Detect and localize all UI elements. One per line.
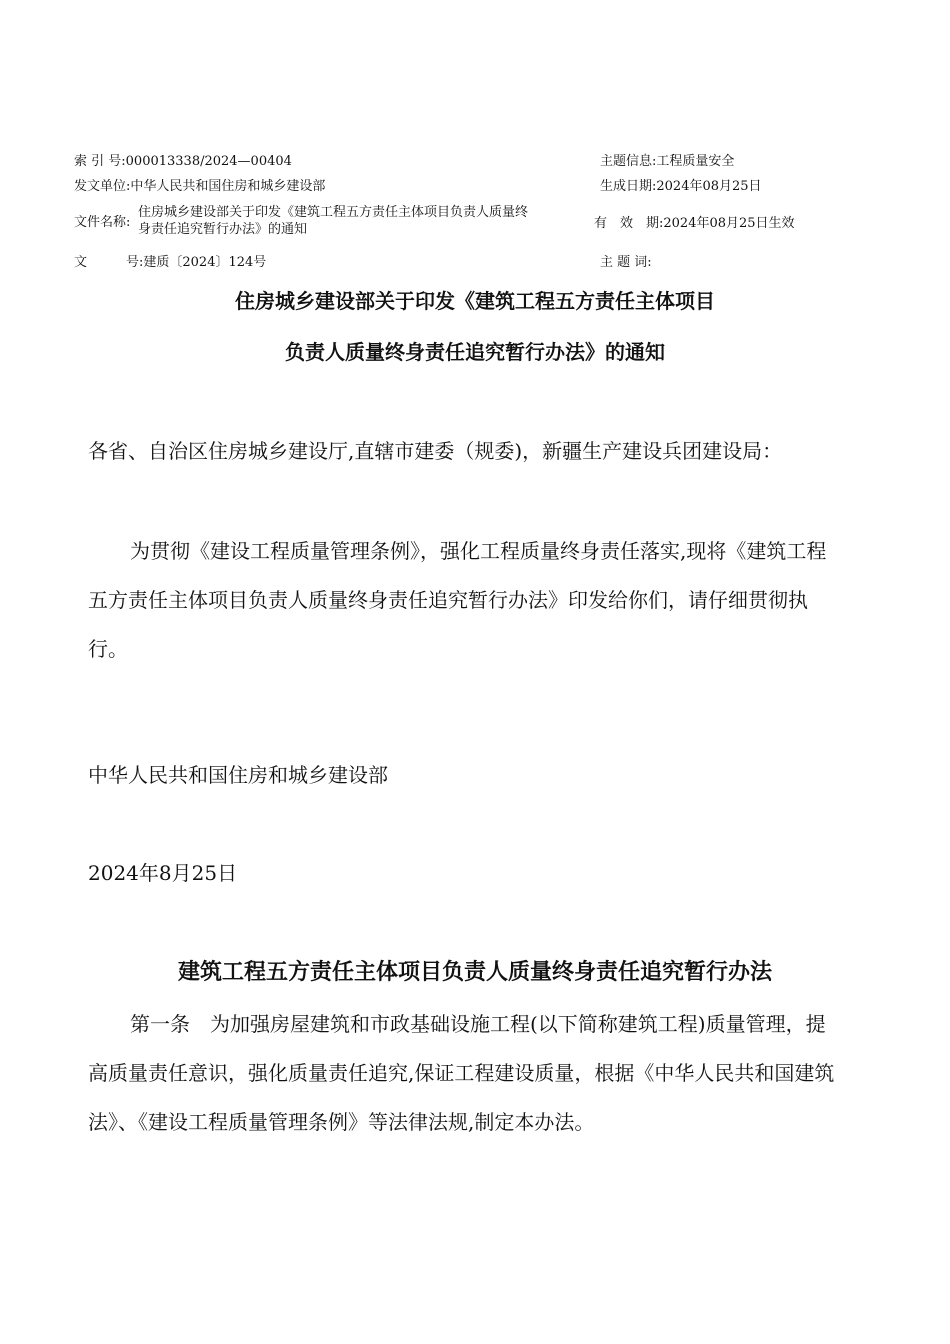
notice-date: 2024年8月25日	[88, 861, 238, 885]
meta-date-generated-value: 2024年08月25日	[656, 179, 762, 194]
meta-doc-number-label: 文 号:	[74, 255, 144, 270]
meta-issuer-label: 发文单位:	[74, 179, 131, 194]
meta-topic-info	[600, 153, 734, 171]
meta-filename	[74, 204, 554, 240]
meta-issuer	[74, 178, 325, 196]
meta-issuer-value: 中华人民共和国住房和城乡建设部	[130, 179, 326, 194]
meta-doc-number	[74, 254, 266, 272]
meta-doc-number-value: 建质〔2024〕124号	[143, 255, 267, 270]
meta-topic-info-value: 工程质量安全	[656, 154, 735, 169]
measures-article-1: 第一条 为加强房屋建筑和市政基础设施工程(以下简称建筑工程)质量管理，提高质量责任意识，强化质量责任追究,保证工程建设质量，根据《中华人民共和国建筑法》、《建设工程质量管理条例》等法律法规,制定本办法。	[88, 1012, 835, 1134]
meta-validity-value: 2024年08月25日生效	[663, 216, 795, 231]
meta-filename-value: 住房城乡建设部关于印发《建筑工程五方责任主体项目负责人质量终身责任追究暂行办法》的通知	[138, 205, 529, 237]
meta-date-generated-label: 生成日期:	[600, 179, 657, 194]
notice-title-line2: 负责人质量终身责任追究暂行办法》的通知	[285, 340, 665, 364]
meta-date-generated	[600, 178, 762, 196]
meta-validity-label: 有 效 期:	[594, 216, 664, 231]
meta-keywords	[600, 254, 652, 272]
meta-topic-info-label: 主题信息:	[600, 154, 657, 169]
meta-keywords-label: 主 题 词:	[600, 255, 652, 270]
meta-validity	[594, 215, 795, 233]
measures-title: 建筑工程五方责任主体项目负责人质量终身责任追究暂行办法	[177, 960, 772, 985]
notice-body: 为贯彻《建设工程质量管理条例》，强化工程质量终身责任落实,现将《建筑工程五方责任主体项目负责人质量终身责任追究暂行办法》印发给你们，请仔细贯彻执行。	[88, 539, 827, 661]
meta-index-label: 索 引 号:	[74, 154, 126, 169]
notice-addressee: 各省、自治区住房城乡建设厅,直辖市建委（规委)，新疆生产建设兵团建设局：	[88, 439, 783, 463]
meta-index-value: 000013338/2024—00404	[125, 154, 292, 169]
notice-signature: 中华人民共和国住房和城乡建设部	[88, 763, 388, 787]
notice-title-line1: 住房城乡建设部关于印发《建筑工程五方责任主体项目	[235, 289, 715, 313]
meta-filename-label: 文件名称:	[74, 215, 131, 230]
meta-index	[74, 153, 292, 171]
